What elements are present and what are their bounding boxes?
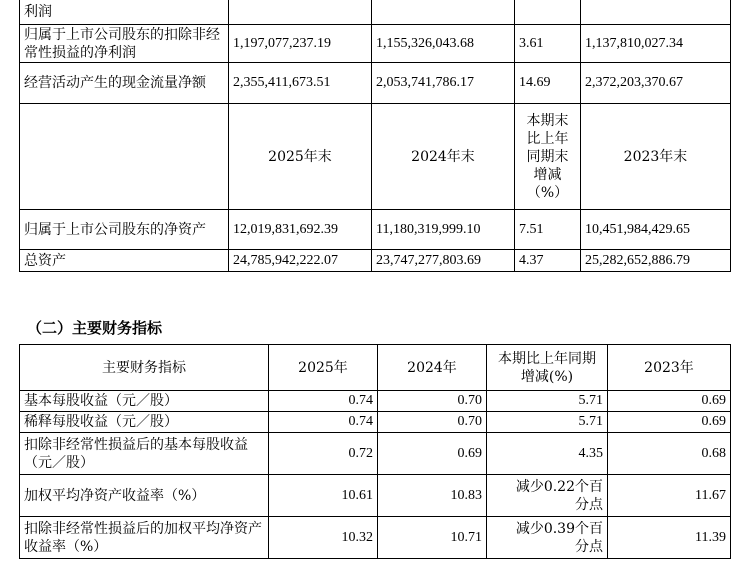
header-2023: 2023年末 xyxy=(581,104,731,210)
table-row xyxy=(20,475,731,517)
value-2023: 0.69 xyxy=(608,412,731,433)
row-label: 稀释每股收益（元／股） xyxy=(20,412,269,433)
value-change: 14.69 xyxy=(515,63,581,104)
value-2023 xyxy=(581,0,731,25)
value-2025: 0.72 xyxy=(269,433,378,475)
table-header-row xyxy=(20,104,731,210)
row-label: 归属于上市公司股东的净资产 xyxy=(20,210,229,250)
table-row xyxy=(20,0,731,25)
header-2023: 2023年 xyxy=(608,345,731,391)
value-change: 4.37 xyxy=(515,250,581,272)
value-2025: 2,355,411,673.51 xyxy=(229,63,372,104)
value-2023: 11.39 xyxy=(608,517,731,559)
value-2024: 23,747,277,803.69 xyxy=(372,250,515,272)
value-2024: 10.83 xyxy=(378,475,487,517)
value-2024: 10.71 xyxy=(378,517,487,559)
value-2025: 0.74 xyxy=(269,391,378,412)
value-change: 减少0.22个百分点 xyxy=(487,475,608,517)
value-2025: 12,019,831,692.39 xyxy=(229,210,372,250)
row-label: 扣除非经常性损益后的加权平均净资产收益率（%） xyxy=(20,517,269,559)
key-financial-indicators-table xyxy=(19,344,731,559)
row-label: 归属于上市公司股东的扣除非经常性损益的净利润 xyxy=(20,25,229,63)
section-title: （二）主要财务指标 xyxy=(27,319,163,337)
table-row xyxy=(20,517,731,559)
value-2024: 1,155,326,043.68 xyxy=(372,25,515,63)
row-label: 经营活动产生的现金流量净额 xyxy=(20,63,229,104)
value-2024: 11,180,319,999.10 xyxy=(372,210,515,250)
value-2025: 0.74 xyxy=(269,412,378,433)
table-header-row xyxy=(20,345,731,391)
header-2024: 2024年末 xyxy=(372,104,515,210)
value-change: 7.51 xyxy=(515,210,581,250)
value-2024: 2,053,741,786.17 xyxy=(372,63,515,104)
table-row xyxy=(20,412,731,433)
header-label-cell xyxy=(20,104,229,210)
value-2023: 2,372,203,370.67 xyxy=(581,63,731,104)
value-2023: 10,451,984,429.65 xyxy=(581,210,731,250)
row-label: 总资产 xyxy=(20,250,229,272)
value-2024: 0.70 xyxy=(378,412,487,433)
value-change xyxy=(515,0,581,25)
value-2023: 1,137,810,027.34 xyxy=(581,25,731,63)
value-2024: 0.69 xyxy=(378,433,487,475)
header-2024: 2024年 xyxy=(378,345,487,391)
table-row xyxy=(20,433,731,475)
value-2025: 10.61 xyxy=(269,475,378,517)
value-2024 xyxy=(372,0,515,25)
table-row xyxy=(20,210,731,250)
value-2024: 0.70 xyxy=(378,391,487,412)
row-label: 扣除非经常性损益后的基本每股收益（元／股） xyxy=(20,433,269,475)
value-2023: 11.67 xyxy=(608,475,731,517)
table-row xyxy=(20,391,731,412)
value-2023: 25,282,652,886.79 xyxy=(581,250,731,272)
value-change: 5.71 xyxy=(487,391,608,412)
value-change: 3.61 xyxy=(515,25,581,63)
value-2023: 0.68 xyxy=(608,433,731,475)
header-2025: 2025年末 xyxy=(229,104,372,210)
value-2025: 10.32 xyxy=(269,517,378,559)
value-2025 xyxy=(229,0,372,25)
value-2025: 24,785,942,222.07 xyxy=(229,250,372,272)
table-row xyxy=(20,63,731,104)
row-label: 利润 xyxy=(20,0,229,25)
header-change: 本期末比上年同期末增减（%） xyxy=(515,104,581,210)
header-label: 主要财务指标 xyxy=(20,345,269,391)
table-row xyxy=(20,25,731,63)
key-accounting-data-table xyxy=(19,0,731,272)
value-change: 5.71 xyxy=(487,412,608,433)
value-change: 减少0.39个百分点 xyxy=(487,517,608,559)
row-label: 加权平均净资产收益率（%） xyxy=(20,475,269,517)
table-row xyxy=(20,250,731,272)
value-2023: 0.69 xyxy=(608,391,731,412)
value-2025: 1,197,077,237.19 xyxy=(229,25,372,63)
value-change: 4.35 xyxy=(487,433,608,475)
header-change: 本期比上年同期增减(%) xyxy=(487,345,608,391)
row-label: 基本每股收益（元／股） xyxy=(20,391,269,412)
header-2025: 2025年 xyxy=(269,345,378,391)
